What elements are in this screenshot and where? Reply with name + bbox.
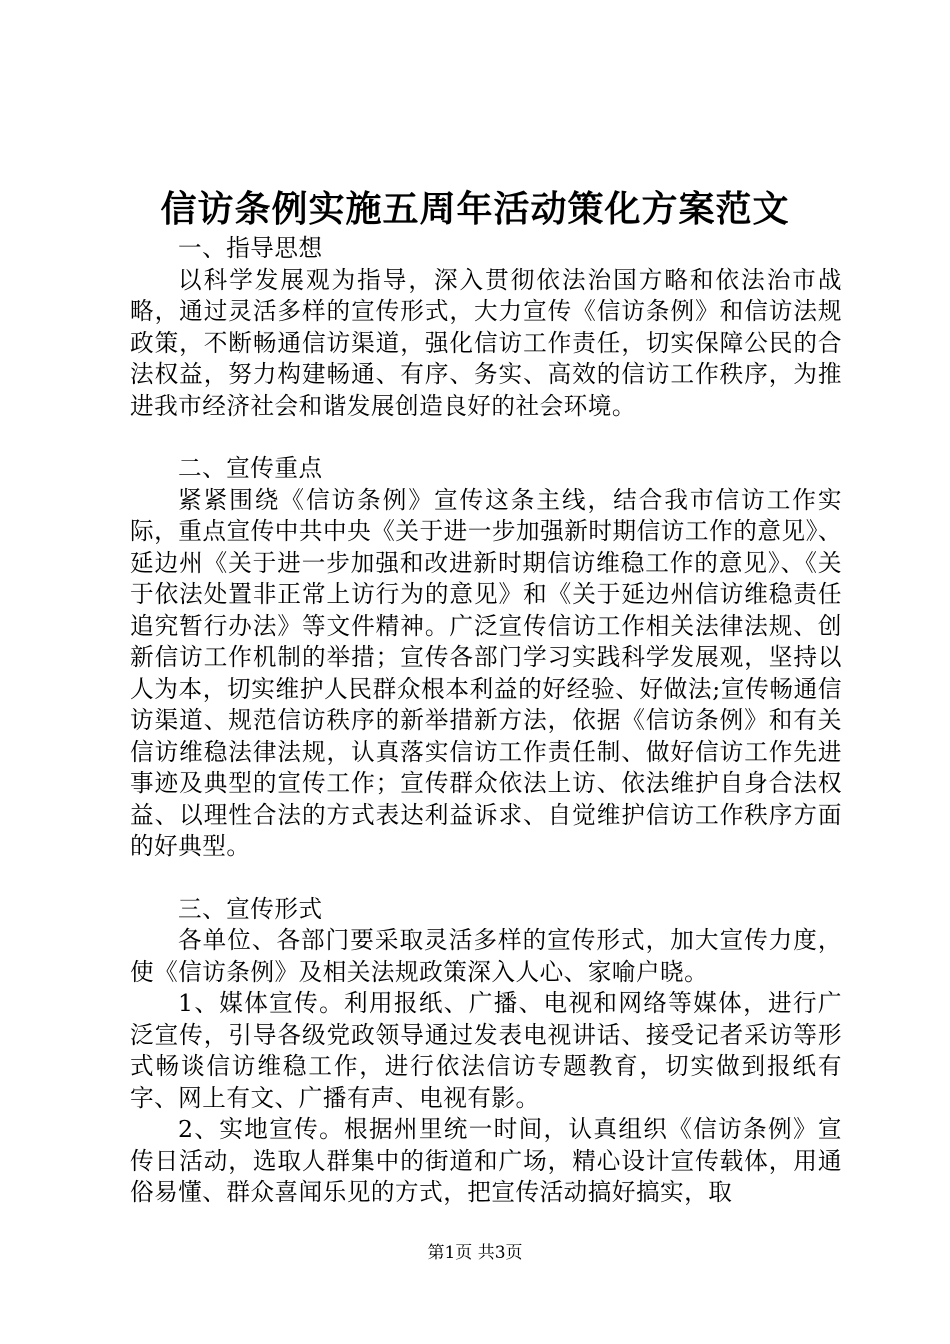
section-heading: 一、指导思想 xyxy=(178,234,323,262)
section-paragraph: 2、实地宣传。根据州里统一时间，认真组织《信访条例》宣传日活动，选取人群集中的街道和广场，精心设计宣传载体，用通俗易懂、群众喜闻乐见的方式，把宣传活动搞好搞实，取 xyxy=(130,1115,842,1206)
document-body xyxy=(130,233,842,1209)
section-paragraph: 紧紧围绕《信访条例》宣传这条主线，结合我市信访工作实际，重点宣传中共中央《关于进一步加强新时期信访工作的意见》、延边州《关于进一步加强和改进新时期信访维稳工作的意见》、《关于依法处置非正常上访行为的意见》和《关于延边州信访维稳责任追究暂行办法》等文件精神。广泛宣传信访工作相关法律法规、创新信访工作机制的举措；宣传各部门学习实践科学发展观，坚持以人为本，切实维护人民群众根本利益的好经验、好做法;宣传畅通信访渠道、规范信访秩序的新举措新方法，依据《信访条例》和有关信访维稳法律法规，认真落实信访工作责任制、做好信访工作先进事迹及典型的宣传工作；宣传群众依法上访、依法维护自身合法权益、以理性合法的方式表达利益诉求、自觉维护信访工作秩序方面的好典型。 xyxy=(130,485,842,860)
section-paragraph: 1、媒体宣传。利用报纸、广播、电视和网络等媒体，进行广泛宣传，引导各级党政领导通过发表电视讲话、接受记者采访等形式畅谈信访维稳工作，进行依法信访专题教育，切实做到报纸有字、网上有文、广播有声、电视有影。 xyxy=(130,989,842,1112)
paragraph-gap xyxy=(130,863,842,894)
document-title: 信访条例实施五周年活动策化方案范文 xyxy=(160,188,790,230)
section-heading: 三、宣传形式 xyxy=(178,894,323,923)
section-paragraph: 以科学发展观为指导，深入贯彻依法治国方略和依法治市战略，通过灵活多样的宣传形式，大力宣传《信访条例》和信访法规政策，不断畅通信访渠道，强化信访工作责任，切实保障公民的合法权益，努力构建畅通、有序、务实、高效的信访工作秩序，为推进我市经济社会和谐发展创造良好的社会环境。 xyxy=(130,265,842,420)
section-heading: 二、宣传重点 xyxy=(178,454,323,482)
page-footer: 第1页 共3页 xyxy=(427,1243,523,1263)
paragraph-gap xyxy=(130,422,842,453)
section-paragraph: 各单位、各部门要采取灵活多样的宣传形式，加大宣传力度，使《信访条例》及相关法规政策深入人心、家喻户晓。 xyxy=(130,926,842,986)
